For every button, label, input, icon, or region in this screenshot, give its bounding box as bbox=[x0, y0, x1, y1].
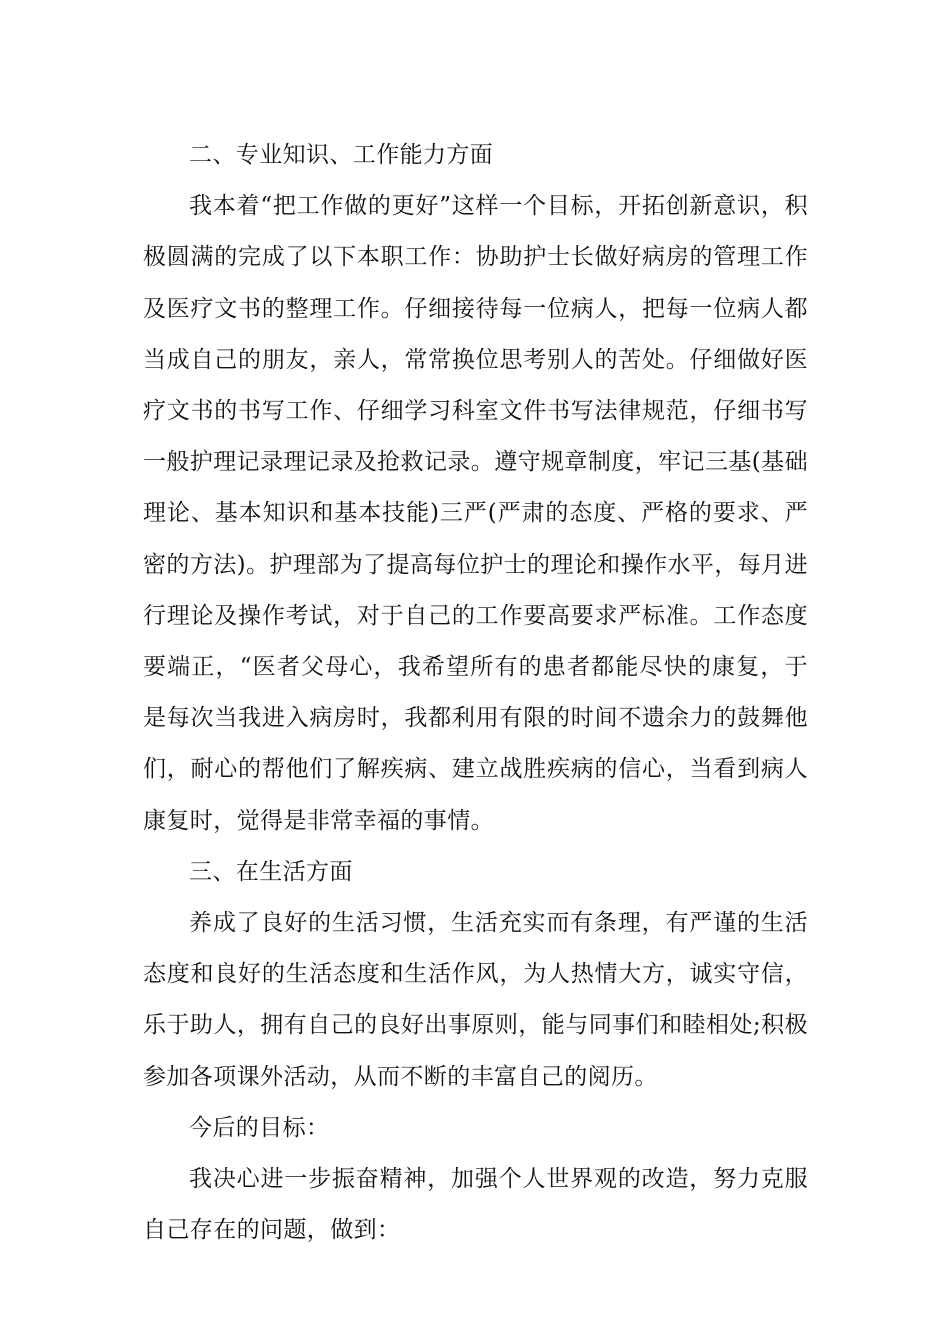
paragraph-life: 养成了良好的生活习惯，生活充实而有条理，有严谨的生活态度和良好的生活态度和生活作风，为人热情大方，诚实守信，乐于助人，拥有自己的良好出事原则，能与同事们和睦相处;积极参加各项课外活动，从而不断的丰富自己的阅历。 bbox=[143, 910, 808, 1090]
paragraph-professional-skills: 我本着“把工作做的更好”这样一个目标，开拓创新意识，积极圆满的完成了以下本职工作：协助护士长做好病房的管理工作及医疗文书的整理工作。仔细接待每一位病人，把每一位病人都当成自己的朋友，亲人，常常换位思考别人的苦处。仔细做好医疗文书的书写工作、仔细学习科室文件书写法律规范，仔细书写一般护理记录理记录及抢救记录。遵守规章制度，牢记三基(基础理论、基本知识和基本技能)三严(严肃的态度、严格的要求、严密的方法)。护理部为了提高每位护士的理论和操作水平，每月进行理论及操作考试，对于自己的工作要高要求严标准。工作态度要端正，“医者父母心，我希望所有的患者都能尽快的康复，于是每次当我进入病房时，我都利用有限的时间不遗余力的鼓舞他们，耐心的帮他们了解疾病、建立战胜疾病的信心，当看到病人康复时，觉得是非常幸福的事情。 bbox=[143, 193, 808, 834]
paragraph-future-goals: 我决心进一步振奋精神，加强个人世界观的改造，努力克服自己存在的问题，做到： bbox=[143, 1166, 808, 1244]
section-heading-life: 三、在生活方面 bbox=[189, 858, 353, 885]
section-heading-future-goals: 今后的目标： bbox=[189, 1114, 330, 1141]
document-body bbox=[143, 130, 808, 1256]
section-heading-professional-skills: 二、专业知识、工作能力方面 bbox=[189, 142, 494, 168]
